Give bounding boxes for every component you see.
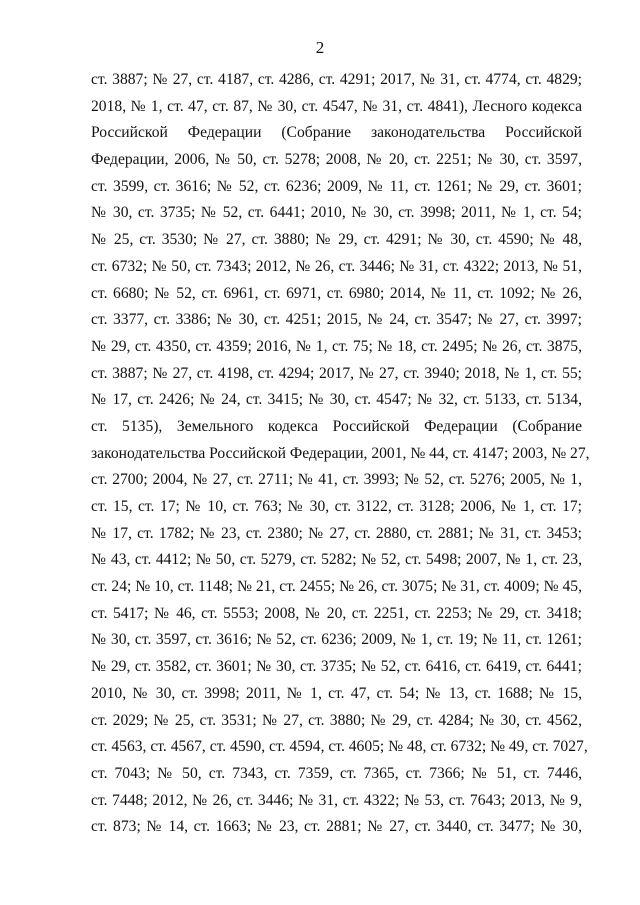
- text-line: 2010, № 30, ст. 3998; 2011, № 1, ст. 47, ст. 54; № 13, ст. 1688; № 15,: [91, 684, 582, 702]
- text-line: ст. 24; № 10, ст. 1148; № 21, ст. 2455; № 26, ст. 3075; № 31, ст. 4009; № 45,: [91, 578, 582, 596]
- text-line: № 25, ст. 3530; № 27, ст. 3880; № 29, ст. 4291; № 30, ст. 4590; № 48,: [91, 231, 582, 249]
- text-line: ст. 2700; 2004, № 27, ст. 2711; № 41, ст. 3993; № 52, ст. 5276; 2005, № 1,: [91, 471, 582, 489]
- text-line: ст. 15, ст. 17; № 10, ст. 763; № 30, ст. 3122, ст. 3128; 2006, № 1, ст. 17;: [91, 498, 582, 515]
- text-line: законодательства Российской Федерации, 2001, № 44, ст. 4147; 2003, № 27,: [91, 444, 590, 462]
- text-line: № 29, ст. 4350, ст. 4359; 2016, № 1, ст. 75; № 18, ст. 2495; № 26, ст. 3875,: [91, 337, 582, 355]
- text-line: № 17, ст. 1782; № 23, ст. 2380; № 27, ст. 2880, ст. 2881; № 31, ст. 3453;: [91, 524, 582, 542]
- text-line: ст. 3377, ст. 3386; № 30, ст. 4251; 2015, № 24, ст. 3547; № 27, ст. 3997;: [91, 311, 582, 329]
- text-line: ст. 2029; № 25, ст. 3531; № 27, ст. 3880; № 29, ст. 4284; № 30, ст. 4562,: [91, 711, 582, 729]
- page-number: 2: [315, 38, 325, 57]
- text-line: ст. 4563, ст. 4567, ст. 4590, ст. 4594, ст. 4605; № 48, ст. 6732; № 49, ст. 7027,: [91, 738, 588, 756]
- text-line: ст. 6732; № 50, ст. 7343; 2012, № 26, ст. 3446; № 31, ст. 4322; 2013, № 51,: [91, 257, 582, 275]
- text-line: ст. 5417; № 46, ст. 5553; 2008, № 20, ст. 2251, ст. 2253; № 29, ст. 3418;: [91, 604, 582, 622]
- text-line: 2018, № 1, ст. 47, ст. 87, № 30, ст. 4547, № 31, ст. 4841), Лесного кодекса: [91, 97, 582, 115]
- text-line: № 30, ст. 3597, ст. 3616; № 52, ст. 6236; 2009, № 1, ст. 19; № 11, ст. 1261;: [91, 631, 582, 649]
- text-line: ст. 6680; № 52, ст. 6961, ст. 6971, ст. 6980; 2014, № 11, ст. 1092; № 26,: [91, 284, 582, 302]
- text-line: № 43, ст. 4412; № 50, ст. 5279, ст. 5282; № 52, ст. 5498; 2007, № 1, ст. 23,: [91, 551, 582, 569]
- text-line: № 29, ст. 3582, ст. 3601; № 30, ст. 3735; № 52, ст. 6416, ст. 6419, ст. 6441;: [91, 658, 582, 676]
- text-line: № 17, ст. 2426; № 24, ст. 3415; № 30, ст. 4547; № 32, ст. 5133, ст. 5134,: [91, 391, 582, 409]
- text-line: ст. 5135), Земельного кодекса Российской Федерации (Собрание: [91, 417, 582, 435]
- text-line: ст. 7448; 2012, № 26, ст. 3446; № 31, ст. 4322; № 53, ст. 7643; 2013, № 9,: [91, 791, 582, 809]
- body-text: [91, 67, 590, 841]
- text-line: ст. 7043; № 50, ст. 7343, ст. 7359, ст. 7365, ст. 7366; № 51, ст. 7446,: [91, 764, 582, 782]
- text-line: Федерации, 2006, № 50, ст. 5278; 2008, № 20, ст. 2251; № 30, ст. 3597,: [91, 151, 582, 169]
- text-line: ст. 3887; № 27, ст. 4187, ст. 4286, ст. 4291; 2017, № 31, ст. 4774, ст. 4829;: [91, 71, 582, 88]
- text-line: № 30, ст. 3735; № 52, ст. 6441; 2010, № 30, ст. 3998; 2011, № 1, ст. 54;: [91, 204, 582, 222]
- text-line: ст. 873; № 14, ст. 1663; № 23, ст. 2881; № 27, ст. 3440, ст. 3477; № 30,: [91, 818, 582, 836]
- text-line: Российской Федерации (Собрание законодательства Российской: [91, 124, 582, 142]
- text-line: ст. 3887; № 27, ст. 4198, ст. 4294; 2017, № 27, ст. 3940; 2018, № 1, ст. 55;: [91, 364, 582, 382]
- text-line: ст. 3599, ст. 3616; № 52, ст. 6236; 2009, № 11, ст. 1261; № 29, ст. 3601;: [91, 177, 582, 195]
